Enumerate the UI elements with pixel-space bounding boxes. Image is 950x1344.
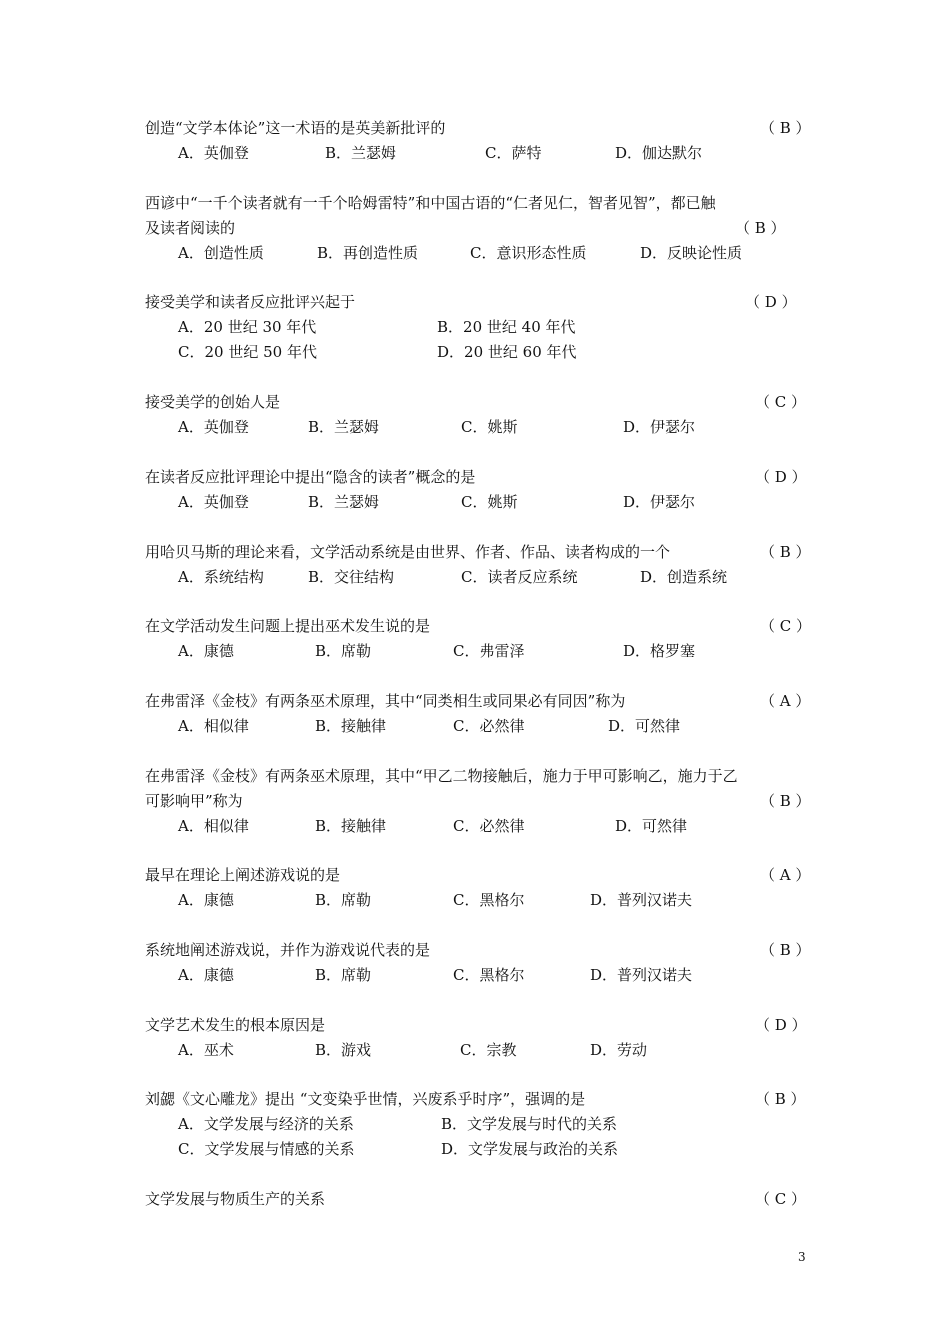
- option-a: A．巫术: [178, 1041, 234, 1059]
- option-c: C．弗雷泽: [453, 642, 525, 660]
- option-b: B．兰瑟姆: [325, 144, 397, 162]
- question-stem: 刘勰《文心雕龙》提出 “文变染乎世情，兴废系乎时序”，强调的是: [145, 1090, 586, 1108]
- option-d: D．创造系统: [640, 568, 728, 586]
- option-b: B．交往结构: [308, 568, 395, 586]
- option-d: D．格罗塞: [623, 642, 696, 660]
- question-13: [145, 1087, 810, 1162]
- question-answer: （ A ）: [760, 692, 811, 710]
- option-c: C．意识形态性质: [470, 244, 587, 262]
- option-c: C．必然律: [453, 817, 525, 835]
- option-b: B．接触律: [315, 717, 387, 735]
- question-stem-line1: 西谚中“一千个读者就有一千个哈姆雷特”和中国古语的“仁者见仁，智者见智”，都已触: [145, 194, 716, 212]
- option-d: D．普列汉诺夫: [590, 966, 693, 984]
- option-d: D．伽达默尔: [615, 144, 703, 162]
- option-d: D．20 世纪 60 年代: [437, 343, 577, 361]
- question-stem: 文学艺术发生的根本原因是: [145, 1016, 326, 1034]
- option-d: D．可然律: [615, 817, 688, 835]
- option-a: A．英伽登: [178, 493, 249, 511]
- option-c: C．萨特: [485, 144, 542, 162]
- question-8: [145, 689, 810, 739]
- question-14: [145, 1187, 810, 1212]
- option-d: D．劳动: [590, 1041, 648, 1059]
- question-stem: 接受美学的创始人是: [145, 393, 281, 411]
- option-a: A．英伽登: [178, 418, 249, 436]
- question-11: [145, 938, 810, 988]
- question-stem: 系统地阐述游戏说，并作为游戏说代表的是: [145, 941, 431, 959]
- question-answer: （ B ）: [760, 792, 811, 810]
- option-c: C．宗教: [460, 1041, 517, 1059]
- question-9: [145, 764, 810, 839]
- option-d: D．可然律: [608, 717, 681, 735]
- option-b: B．再创造性质: [317, 244, 419, 262]
- question-stem: 在弗雷泽《金枝》有两条巫术原理，其中“同类相生或同果必有同因”称为: [145, 692, 626, 710]
- question-6: [145, 540, 810, 590]
- option-a: A．系统结构: [178, 568, 264, 586]
- question-4: [145, 390, 810, 440]
- option-c: C．20 世纪 50 年代: [178, 343, 317, 361]
- question-answer: （ D ）: [755, 1016, 807, 1034]
- question-answer: （ B ）: [760, 543, 811, 561]
- question-7: [145, 614, 810, 664]
- question-answer: （ B ）: [735, 219, 786, 237]
- question-answer: （ C ）: [755, 393, 807, 411]
- question-answer: （ B ）: [760, 941, 811, 959]
- option-d: D．文学发展与政治的关系: [441, 1140, 619, 1158]
- option-d: D．伊瑟尔: [623, 493, 696, 511]
- question-answer: （ B ）: [755, 1090, 806, 1108]
- question-3: [145, 290, 810, 365]
- question-answer: （ D ）: [755, 468, 807, 486]
- option-b: B．游戏: [315, 1041, 372, 1059]
- option-b: B．文学发展与时代的关系: [441, 1115, 618, 1133]
- option-b: B．接触律: [315, 817, 387, 835]
- option-d: D．伊瑟尔: [623, 418, 696, 436]
- option-c: C．姚斯: [461, 418, 518, 436]
- option-b: B．兰瑟姆: [308, 493, 380, 511]
- question-answer: （ D ）: [745, 293, 797, 311]
- question-10: [145, 863, 810, 913]
- option-b: B．兰瑟姆: [308, 418, 380, 436]
- question-answer: （ B ）: [760, 119, 811, 137]
- option-d: D．反映论性质: [640, 244, 743, 262]
- option-b: B．席勒: [315, 966, 372, 984]
- option-b: B．20 世纪 40 年代: [437, 318, 576, 336]
- question-1: [145, 116, 810, 166]
- question-stem: 及读者阅读的: [145, 219, 236, 237]
- option-a: A．创造性质: [178, 244, 264, 262]
- question-answer: （ C ）: [755, 1190, 807, 1208]
- question-12: [145, 1013, 810, 1063]
- option-c: C．读者反应系统: [461, 568, 578, 586]
- question-stem: 文学发展与物质生产的关系: [145, 1190, 326, 1208]
- option-a: A．相似律: [178, 717, 249, 735]
- question-stem: 最早在理论上阐述游戏说的是: [145, 866, 341, 884]
- option-c: C．必然律: [453, 717, 525, 735]
- option-a: A．康德: [178, 891, 234, 909]
- question-stem: 创造“文学本体论”这一术语的是英美新批评的: [145, 119, 446, 137]
- question-stem: 可影响甲”称为: [145, 792, 243, 810]
- option-c: C．黑格尔: [453, 966, 525, 984]
- question-answer: （ C ）: [760, 617, 812, 635]
- option-c: C．黑格尔: [453, 891, 525, 909]
- page-number: 3: [798, 1250, 806, 1264]
- option-c: C．姚斯: [461, 493, 518, 511]
- question-answer: （ A ）: [760, 866, 811, 884]
- question-stem-line1: 在弗雷泽《金枝》有两条巫术原理，其中“甲乙二物接触后，施力于甲可影响乙，施力于乙: [145, 767, 738, 785]
- option-d: D．普列汉诺夫: [590, 891, 693, 909]
- option-c: C．文学发展与情感的关系: [178, 1140, 355, 1158]
- option-a: A．康德: [178, 642, 234, 660]
- option-b: B．席勒: [315, 642, 372, 660]
- question-5: [145, 465, 810, 515]
- option-b: B．席勒: [315, 891, 372, 909]
- option-a: A．康德: [178, 966, 234, 984]
- question-stem: 在读者反应批评理论中提出“隐含的读者”概念的是: [145, 468, 476, 486]
- question-2: [145, 191, 810, 266]
- question-stem: 在文学活动发生问题上提出巫术发生说的是: [145, 617, 431, 635]
- option-a: A．相似律: [178, 817, 249, 835]
- option-a: A．20 世纪 30 年代: [178, 318, 317, 336]
- question-stem: 用哈贝马斯的理论来看，文学活动系统是由世界、作者、作品、读者构成的一个: [145, 543, 671, 561]
- option-a: A．文学发展与经济的关系: [178, 1115, 354, 1133]
- option-a: A．英伽登: [178, 144, 249, 162]
- question-stem: 接受美学和读者反应批评兴起于: [145, 293, 356, 311]
